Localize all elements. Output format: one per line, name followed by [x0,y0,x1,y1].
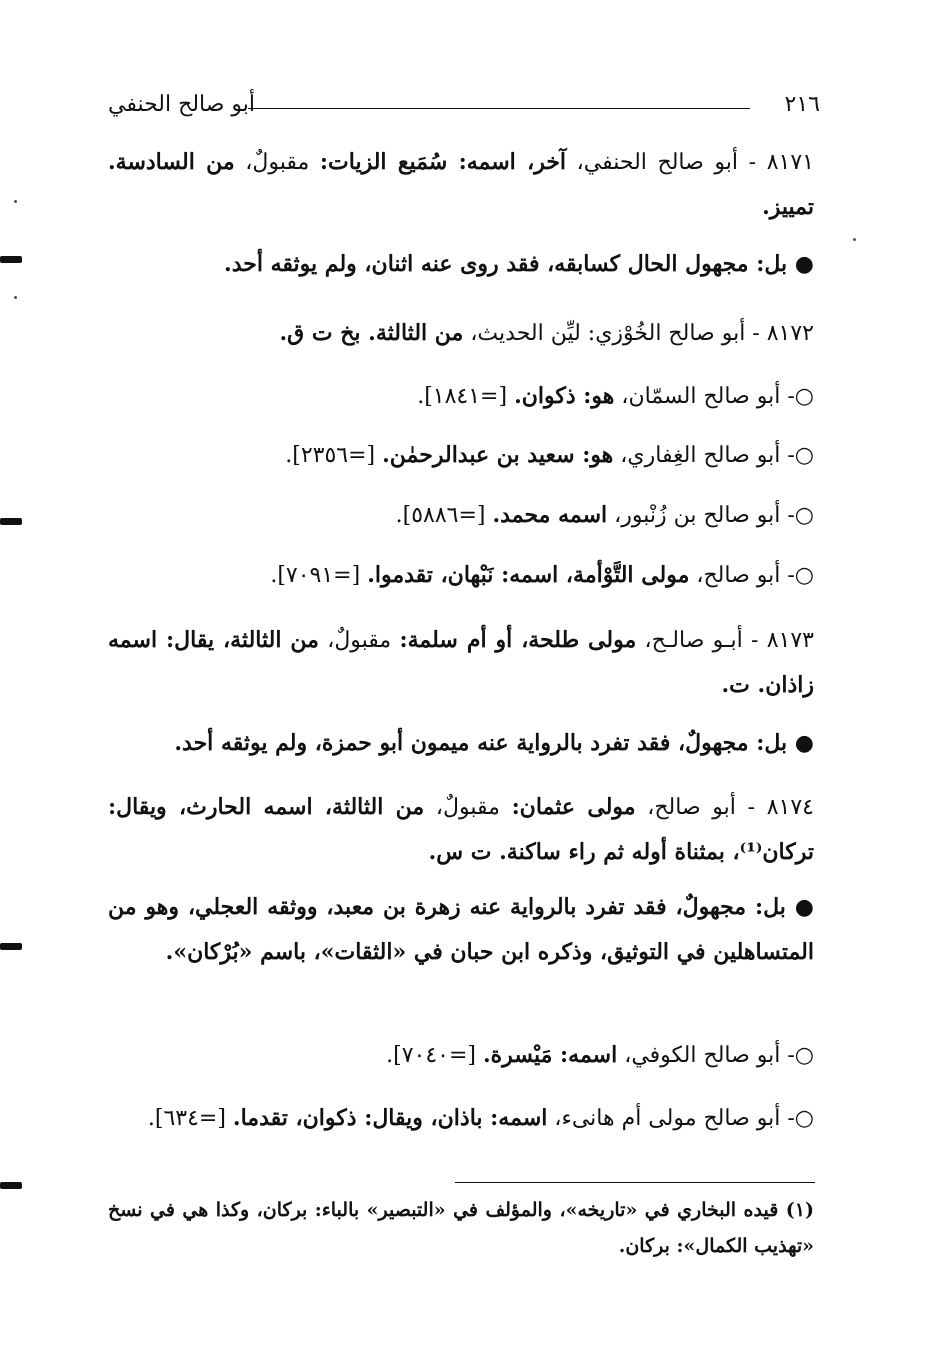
entry-number-name: ٨١٧٣ - أبـو صالـح، [636,628,814,653]
note-8171 [108,242,814,287]
entry-grade: مقبولٌ، [234,150,320,175]
entry-8173 [108,618,814,708]
entry-8174 [108,785,814,875]
cross-ref-number: [=٢٣٥٦]. [285,443,383,468]
cross-ref-number: [=١٨٤١]. [417,384,515,409]
cross-ref-number: [=٥٨٨٦]. [395,503,493,528]
scan-speck [14,296,17,299]
footnote: (١) قيده البخاري في «تاريخه»، والمؤلف في «التبصير» بالباء: بركان، وكذا هي في نسخ «تهذيب الكمال»: بركان. [108,1199,814,1257]
entry-name-bold: مولى عثمان: [511,794,636,820]
entry-name-bold: مولى طلحة، أو أم سلمة: [399,627,637,653]
cross-ref-identity: هو: سعيد بن عبدالرحمٰن. [382,442,614,468]
cross-ref-identity: اسمه: مَيْسرة. [483,1042,618,1068]
scan-edge-mark [0,256,22,263]
footnote-rule [455,1182,815,1183]
running-title: أبو صالح الحنفي [108,92,255,117]
entry-number-name: ٨١٧٤ - أبو صالح، [635,795,814,820]
cross-ref-name: ○- أبو صالح بن زُنْبور، [607,503,814,528]
entry-8172 [108,311,814,356]
cross-ref-identity: اسمه: باذان، ويقال: ذكوان، تقدما. [232,1105,548,1131]
cross-ref-name: ○- أبو صالح، [689,563,814,588]
entry-tabaqa: من السادسة. تمييز. [108,149,814,220]
cross-ref-5 [108,1033,814,1078]
cross-ref-1 [108,374,814,419]
note-text: ● بل: مجهولٌ، فقد تفرد بالرواية عنه زهرة بن معبد، ووثقه العجلي، وهو من المتساهلين في التوثيق، وذكره ابن حبان في «الثقات»، باسم «بُرْكان». [108,894,814,965]
scan-edge-mark [0,518,22,525]
entry-tabaqa: من الثالثة، يقال: اسمه زاذان. ت. [108,627,814,698]
note-text: ● بل: مجهولٌ، فقد تفرد بالرواية عنه ميمون أبو حمزة، ولم يوثقه أحد. [174,730,814,756]
scan-edge-mark [0,943,22,950]
header-rule [248,108,750,109]
cross-ref-6 [108,1096,814,1141]
running-head [108,92,820,122]
cross-ref-name: ○- أبو صالح الغِفاري، [613,443,814,468]
entry-number-name: ٨١٧٢ - أبو صالح الخُوْزي: ليِّن الحديث، [463,321,814,346]
cross-ref-4 [108,553,814,598]
cross-ref-number: [=٦٣٤]. [147,1106,233,1131]
scan-edge-mark [0,1182,22,1189]
entry-grade: مقبولٌ، [424,795,512,820]
cross-ref-identity: اسمه محمد. [492,502,608,528]
entry-number-name: ٨١٧١ - أبو صالح الحنفي، [566,150,814,175]
entry-name-bold: آخر، اسمه: سُمَيع الزيات: [319,149,567,175]
cross-ref-2 [108,433,814,478]
cross-ref-name: ○- أبو صالح الكوفي، [617,1043,814,1068]
entry-tabaqa: من الثالثة، اسمه الحارث، ويقال: تركان⁽¹⁾، بمثناة أوله ثم راء ساكنة. ت س. [108,794,814,865]
page-number: ٢١٦ [784,92,820,117]
cross-ref-identity: مولى التَّوْأمة، اسمه: نَبْهان، تقدموا. [367,562,690,588]
entry-grade: مقبولٌ، [318,628,400,653]
cross-ref-number: [=٧٠٩١]. [270,563,368,588]
note-text: ● بل: مجهول الحال كسابقه، فقد روى عنه اثنان، ولم يوثقه أحد. [224,251,814,277]
entry-tabaqa: من الثالثة. بخ ت ق. [279,320,464,346]
cross-ref-3 [108,493,814,538]
note-8174 [108,885,814,975]
cross-ref-number: [=٧٠٤٠]. [386,1043,483,1068]
cross-ref-name: ○- أبو صالح السمّان، [614,384,814,409]
note-8173 [108,721,814,766]
scan-speck [14,200,17,203]
entry-8171 [108,140,814,230]
cross-ref-name: ○- أبو صالح مولى أم هانىء، [547,1106,814,1131]
cross-ref-identity: هو: ذكوان. [514,383,615,409]
scan-speck [853,238,856,241]
